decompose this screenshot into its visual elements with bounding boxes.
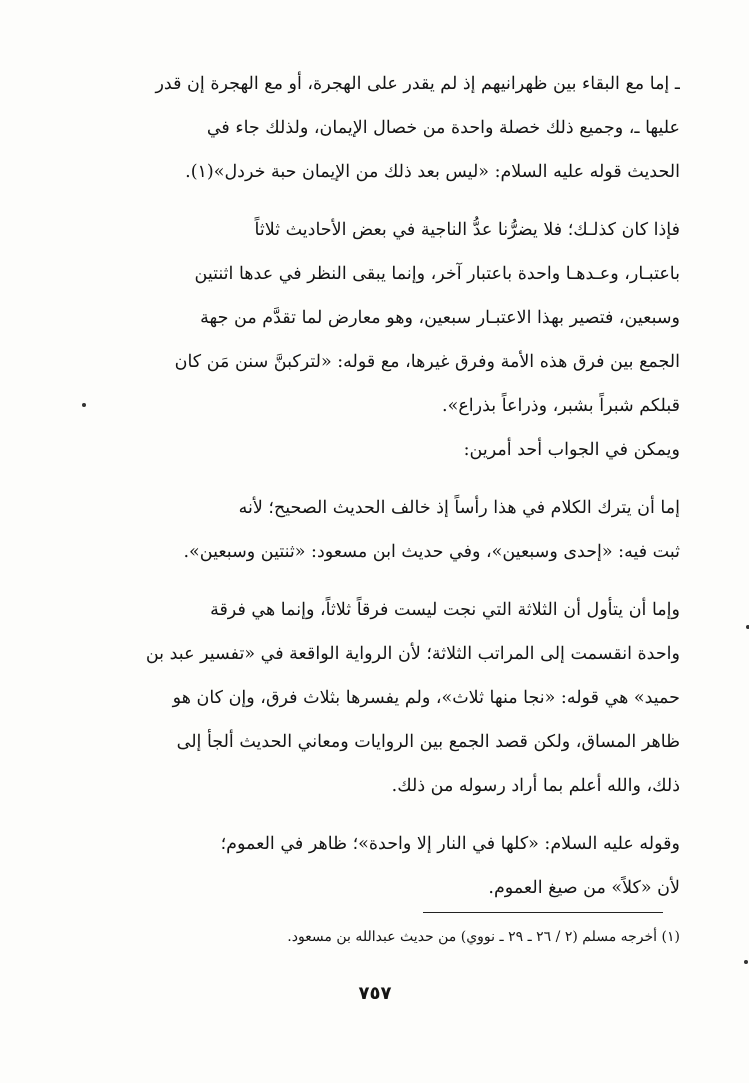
- text-line: ثبت فيه: «إحدى وسبعين»، وفي حديث ابن مسعود: «ثنتين وسبعين».: [183, 542, 680, 562]
- text-line: قبلكم شبراً بشبر، وذراعاً بذراع».: [442, 396, 680, 416]
- page-number: ٧٥٧: [358, 983, 392, 1004]
- text-line: إما أن يترك الكلام في هذا رأساً إذ خالف الحديث الصحيح؛ لأنه: [238, 498, 680, 518]
- scan-speck: [744, 960, 748, 964]
- text-line: ـ إما مع البقاء بين ظهرانيهم إذ لم يقدر على الهجرة، أو مع الهجرة إن قدر: [155, 74, 680, 94]
- text-line: حميد» هي قوله: «نجا منها ثلاث»، ولم يفسرها بثلاث فرق، وإن كان هو: [172, 688, 680, 708]
- text-line: ويمكن في الجواب أحد أمرين:: [463, 440, 680, 460]
- text-line: الجمع بين فرق هذه الأمة وفرق غيرها، مع قوله: «لتركبنَّ سنن مَن كان: [174, 352, 680, 372]
- text-line: ذلك، والله أعلم بما أراد رسوله من ذلك.: [391, 776, 680, 796]
- text-line: الحديث قوله عليه السلام: «ليس بعد ذلك من الإيمان حبة خردل»(١).: [185, 162, 680, 182]
- text-line: واحدة انقسمت إلى المراتب الثلاثة؛ لأن الرواية الواقعة في «تفسير عبد بن: [145, 644, 680, 664]
- scan-speck: [82, 403, 86, 407]
- text-line: عليها ـ، وجميع ذلك خصلة واحدة من خصال الإيمان، ولذلك جاء في: [206, 118, 680, 138]
- text-line: باعتبـار، وعـدهـا واحدة باعتبار آخر، وإنما يبقى النظر في عدها اثنتين: [194, 264, 680, 284]
- text-line: لأن «كلاً» من صيغ العموم.: [488, 878, 680, 898]
- text-line: وسبعين، فتصير بهذا الاعتبـار سبعين، وهو معارض لما تقدَّم من جهة: [200, 308, 680, 328]
- footnote-divider: [423, 912, 663, 913]
- footnote: (١) أخرجه مسلم (٢ / ٢٦ ـ ٢٩ ـ نووي) من حديث عبدالله بن مسعود.: [287, 929, 680, 945]
- text-line: ظاهر المساق، ولكن قصد الجمع بين الروايات ومعاني الحديث ألجأ إلى: [176, 732, 680, 752]
- main-text: [90, 62, 680, 910]
- text-line: وإما أن يتأول أن الثلاثة التي نجت ليست فرقاً ثلاثاً، وإنما هي فرقة: [210, 600, 680, 620]
- text-line: فإذا كان كذلـك؛ فلا يضرُّنا عدُّ الناجية في بعض الأحاديث ثلاثاً: [254, 220, 680, 240]
- text-line: وقوله عليه السلام: «كلها في النار إلا واحدة»؛ ظاهر في العموم؛: [220, 834, 680, 854]
